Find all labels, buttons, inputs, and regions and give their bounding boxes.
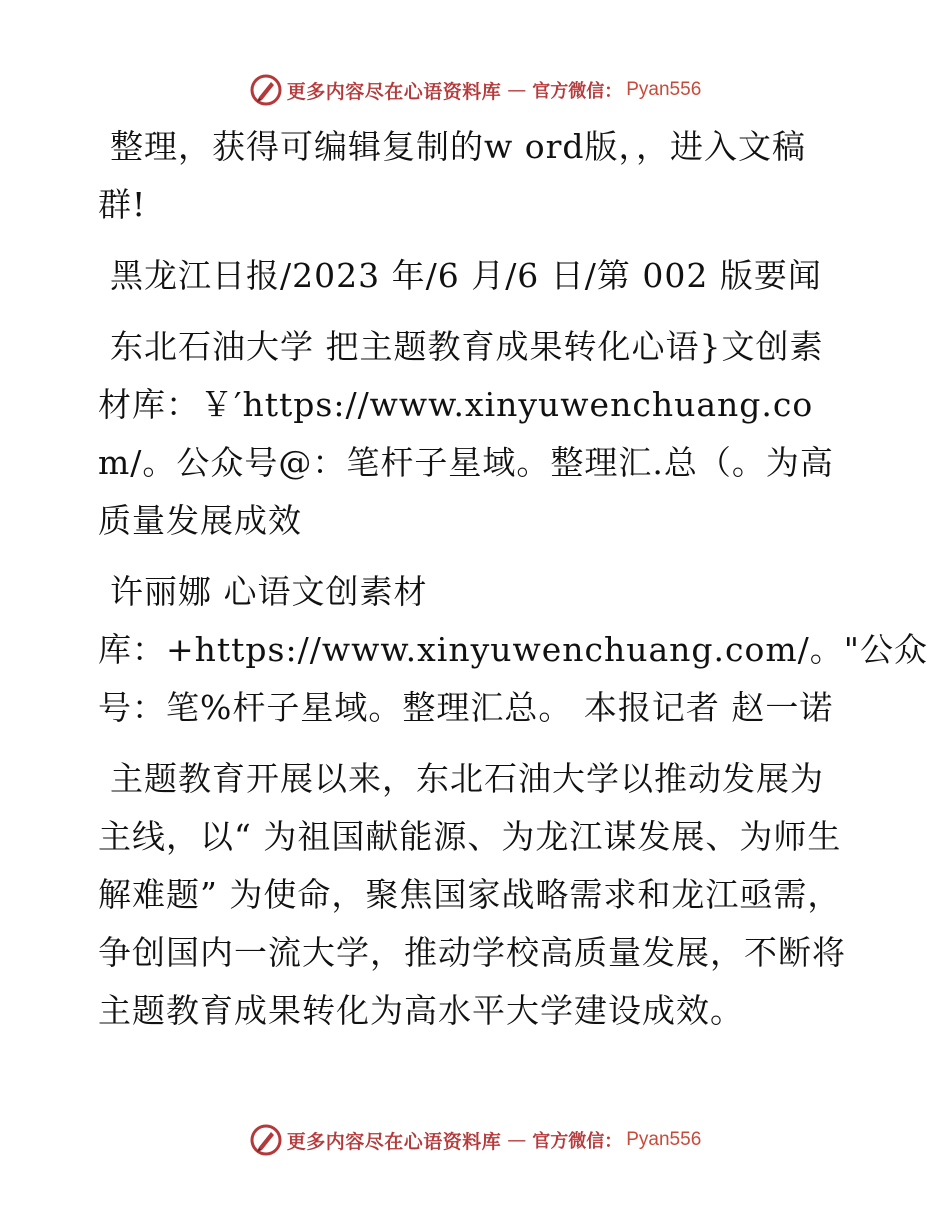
pen-logo-icon xyxy=(249,1123,283,1157)
byline-line-3: 号：笔%杆子星域。整理汇总。 本报记者 赵一诺 xyxy=(98,688,834,727)
header-banner xyxy=(0,70,950,110)
banner-wechat-label: 官方微信： xyxy=(532,81,623,102)
banner-slogan: 更多内容尽在心语资料库 xyxy=(286,80,502,103)
footer-banner xyxy=(0,1120,950,1160)
paragraph-note: 整理，获得可编辑复制的w ord版，，进入文稿群! xyxy=(98,127,807,224)
banner-dash: — xyxy=(507,1129,527,1151)
paragraph-byline xyxy=(98,563,928,737)
paragraph-headline: 东北石油大学 把主题教育成果转化心语}文创素材库：￥′https://www.xinyuwenchuang.com/。公众号@：笔杆子星域。整理汇.总（。为高质量发展成效 xyxy=(98,327,834,540)
banner-dash: — xyxy=(507,79,527,101)
document-body xyxy=(98,118,928,1053)
banner-wechat-label: 官方微信： xyxy=(532,1131,623,1152)
byline-line-2: 库：+https://www.xinyuwenchuang.com/。"公众 xyxy=(98,630,928,669)
banner-wechat-id: Pyan556 xyxy=(626,79,702,100)
paragraph-source: 黑龙江日报/2023 年/6 月/6 日/第 002 版要闻 xyxy=(110,256,822,295)
byline-line-1: 许丽娜 心语文创素材 xyxy=(110,572,428,611)
pen-logo-icon xyxy=(249,73,283,107)
paragraph-body: 主题教育开展以来，东北石油大学以推动发展为主线，以“ 为祖国献能源、为龙江谋发展、为师生解难题” 为使命，聚焦国家战略需求和龙江亟需，争创国内一流大学，推动学校高质量发展，不断将主题教育成果转化为高水平大学建设成效。 xyxy=(98,759,846,1030)
banner-wechat-id: Pyan556 xyxy=(626,1129,702,1150)
banner-slogan: 更多内容尽在心语资料库 xyxy=(286,1130,502,1153)
